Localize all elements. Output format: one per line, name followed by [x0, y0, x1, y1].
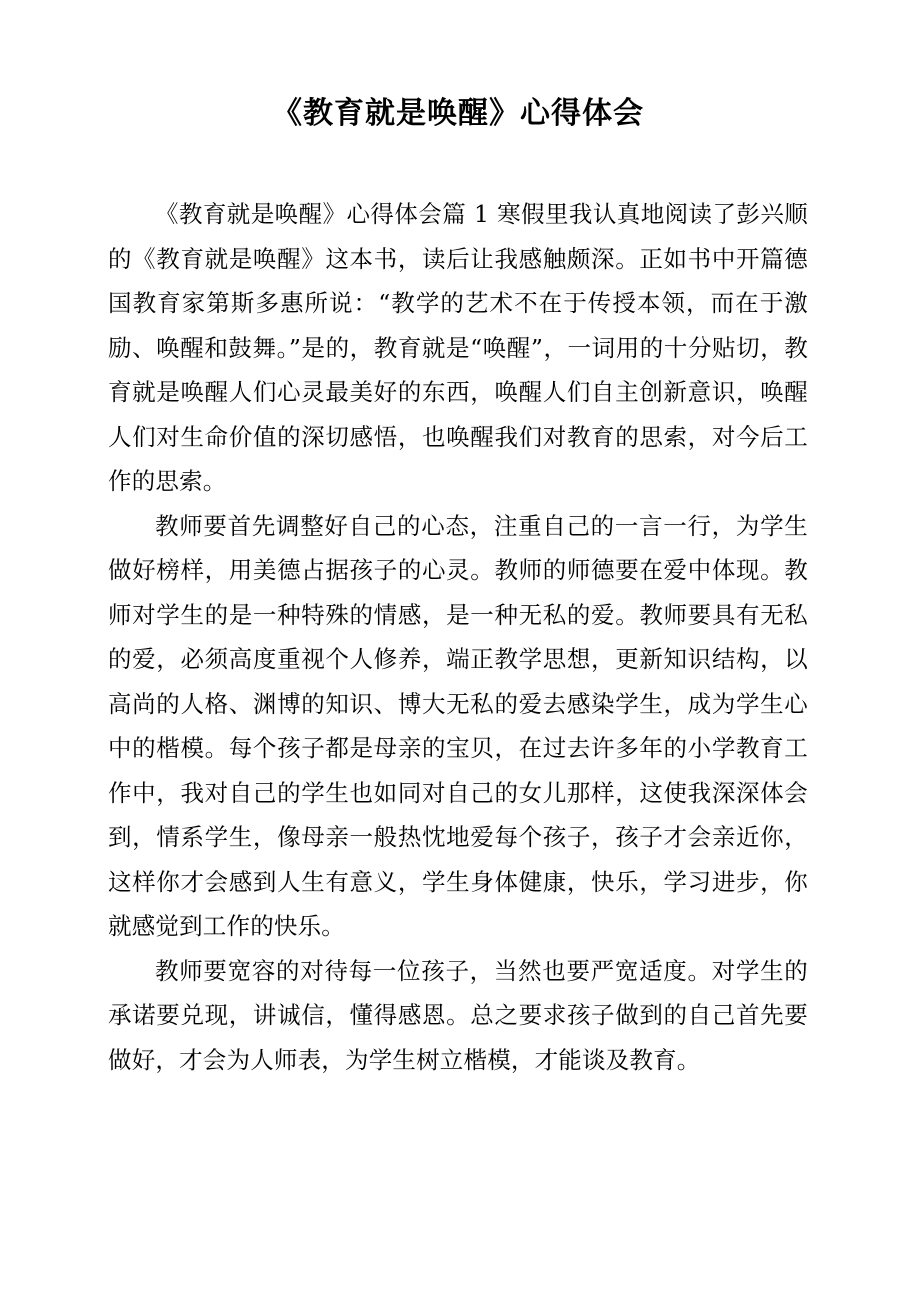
document-content: [108, 0, 808, 1082]
paragraph: 教师要首先调整好自己的心态，注重自己的一言一行，为学生做好榜样，用美德占据孩子的心灵。教师的师德要在爱中体现。教师对学生的是一种特殊的情感，是一种无私的爱。教师要具有无私的爱，必须高度重视个人修养，端正教学思想，更新知识结构，以高尚的人格、渊博的知识、博大无私的爱去感染学生，成为学生心中的楷模。每个孩子都是母亲的宝贝，在过去许多年的小学教育工作中，我对自己的学生也如同对自己的女儿那样，这使我深深体会到，情系学生，像母亲一般热忱地爱每个孩子，孩子才会亲近你，这样你才会感到人生有意义，学生身体健康，快乐，学习进步，你就感觉到工作的快乐。: [108, 511, 808, 940]
document-body: [108, 192, 808, 1082]
page-title: 《教育就是唤醒》心得体会: [272, 96, 644, 131]
paragraph: 教师要宽容的对待每一位孩子，当然也要严宽适度。对学生的承诺要兑现，讲诚信，懂得感恩。总之要求孩子做到的自己首先要做好，才会为人师表，为学生树立楷模，才能谈及教育。: [108, 956, 808, 1074]
paragraph: 《教育就是唤醒》心得体会篇 1 寒假里我认真地阅读了彭兴顺的《教育就是唤醒》这本书，读后让我感触颇深。正如书中开篇德国教育家第斯多惠所说：“教学的艺术不在于传授本领，而在于激励、唤醒和鼓舞。”是的，教育就是“唤醒”，一词用的十分贴切，教育就是唤醒人们心灵最美好的东西，唤醒人们自主创新意识，唤醒人们对生命价值的深切感悟，也唤醒我们对教育的思索，对今后工作的思索。: [108, 200, 808, 495]
